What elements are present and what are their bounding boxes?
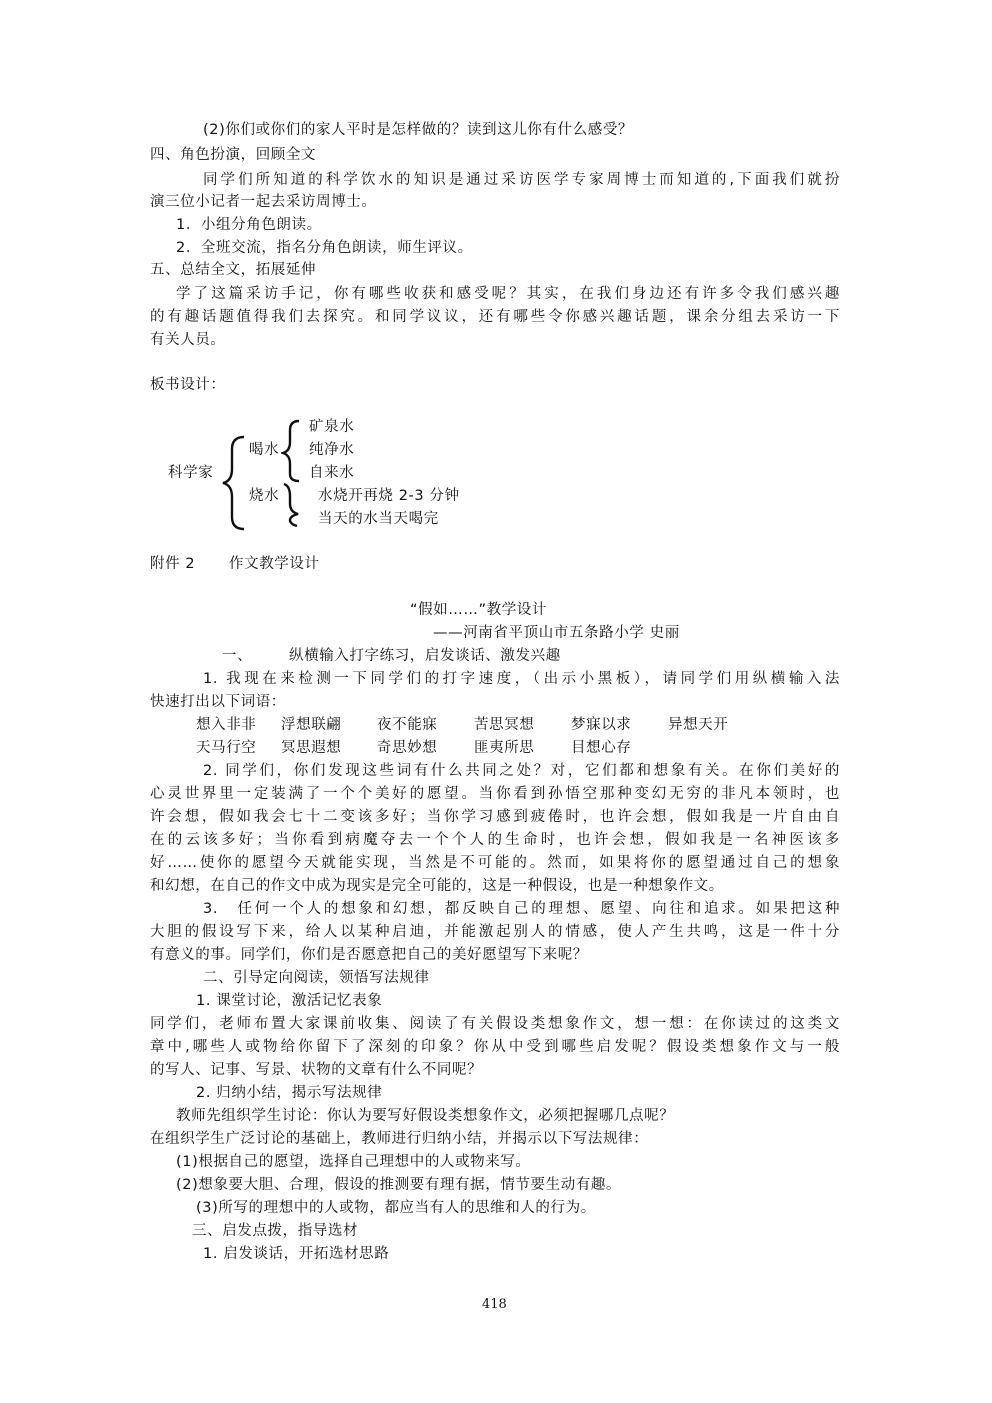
word-item: 匪夷所思 bbox=[474, 740, 535, 756]
word-item: 梦寐以求 bbox=[571, 717, 632, 733]
board-brace-drink bbox=[281, 418, 303, 484]
part-1-item-1-line: 1. 我现在来检测一下同学们的打字速度，（出示小黑板），请同学们用纵横输入法 bbox=[203, 671, 840, 687]
board-leaf-mineral-water: 矿泉水 bbox=[309, 419, 355, 435]
part-1-item-2-line: 许会想，假如我会七十二变该多好；当你学习感到疲倦时，也许会想，假如我是一片自由自 bbox=[150, 809, 840, 825]
part-2-paragraph-line: 的写人、记事、写景、状物的文章有什么不同呢？ bbox=[150, 1062, 483, 1078]
word-item: 苦思冥想 bbox=[474, 717, 535, 733]
part-2-teacher-question: 教师先组织学生讨论：你认为要写好假设类想象作文，必须把握哪几点呢？ bbox=[176, 1108, 675, 1124]
part-1-item-2-line: 在的云该多好；当你看到病魔夺去一个个人的生命时，也许会想，假如我是一名神医该多 bbox=[150, 832, 840, 848]
part-1-heading: 纵横输入打字练习，启发谈话、激发兴趣 bbox=[289, 648, 561, 664]
word-item: 浮想联翩 bbox=[281, 717, 342, 733]
board-branch-boil: 烧水 bbox=[249, 488, 280, 504]
board-brace-main bbox=[220, 433, 250, 533]
section-4-item-1: 1．小组分角色朗读。 bbox=[176, 217, 322, 233]
section-4-paragraph-line: 演三位小记者一起去采访周博士。 bbox=[150, 194, 377, 210]
part-3-heading: 三、启发点拨，指导选材 bbox=[192, 1223, 359, 1239]
part-1-item-3-line: 大胆的假设写下来，给人以某种启迪，并能激起别人的情感，使人产生共鸣，这是一件十分 bbox=[150, 924, 840, 940]
part-2-item-1: 1. 课堂讨论，激活记忆表象 bbox=[196, 993, 383, 1009]
section-4-heading: 四、角色扮演，回顾全文 bbox=[150, 147, 317, 163]
section-5-heading: 五、总结全文，拓展延伸 bbox=[150, 262, 317, 278]
part-2-paragraph-line: 章中,哪些人或物给你留下了深刻的印象？你从中受到哪些启发呢？假设类想象作文与一般 bbox=[150, 1039, 840, 1055]
part-2-item-2: 2. 归纳小结，揭示写法规律 bbox=[196, 1085, 383, 1101]
word-item: 奇思妙想 bbox=[377, 740, 438, 756]
board-root-scientist: 科学家 bbox=[168, 465, 214, 481]
board-design-label: 板书设计： bbox=[150, 377, 226, 393]
rule-2: (2)想象要大胆、合理，假设的推测要有理有据，情节要生动有趣。 bbox=[176, 1177, 622, 1193]
part-1-item-3-line: 有意义的事。同学们，你们是否愿意把自己的美好愿望写下来呢？ bbox=[150, 947, 588, 963]
word-item: 夜不能寐 bbox=[377, 717, 438, 733]
part-1-item-2-line: 心灵世界里一定装满了一个个美好的愿望。当你看到孙悟空那种变幻无穷的非凡本领时，也 bbox=[150, 786, 840, 802]
board-leaf-purified-water: 纯净水 bbox=[309, 442, 355, 458]
word-item: 异想天开 bbox=[668, 717, 729, 733]
board-brace-boil bbox=[281, 482, 303, 528]
part-1-item-2-line: 2. 同学们，你们发现这些词有什么共同之处？对，它们都和想象有关。在你们美好的 bbox=[203, 763, 840, 779]
lesson-author: ——河南省平顶山市五条路小学 史丽 bbox=[433, 625, 680, 641]
question-2: (2)你们或你们的家人平时是怎样做的？读到这儿你有什么感受？ bbox=[203, 122, 634, 138]
part-1-item-1-line: 快速打出以下词语： bbox=[150, 694, 286, 710]
part-1-item-2-line: 和幻想，在自己的作文中成为现实是完全可能的，这是一种假设，也是一种想象作文。 bbox=[150, 878, 724, 894]
word-item: 冥思遐想 bbox=[281, 740, 342, 756]
part-1-item-2-line: 好……使你的愿望今天就能实现，当然是不可能的。然而，如果将你的愿望通过自己的想象 bbox=[150, 855, 840, 871]
part-1-number: 一、 bbox=[222, 648, 253, 664]
rule-1: (1)根据自己的愿望，选择自己理想中的人或物来写。 bbox=[176, 1154, 531, 1170]
section-4-item-2: 2．全班交流，指名分角色朗读，师生评议。 bbox=[176, 240, 473, 256]
attachment-label: 附件 2 bbox=[150, 556, 196, 572]
part-2-summary: 在组织学生广泛讨论的基础上，教师进行归纳小结，并揭示以下写法规律： bbox=[150, 1131, 649, 1147]
board-leaf-tap-water: 自来水 bbox=[309, 465, 355, 481]
board-leaf-boil-again: 水烧开再烧 2-3 分钟 bbox=[318, 488, 460, 504]
board-branch-drink: 喝水 bbox=[249, 442, 280, 458]
page-number: 418 bbox=[482, 1297, 507, 1312]
word-item: 天马行空 bbox=[196, 740, 257, 756]
section-5-paragraph-line: 学了这篇采访手记，你有哪些收获和感受呢？其实，在我们身边还有许多令我们感兴趣 bbox=[176, 286, 840, 302]
word-item: 想入非非 bbox=[196, 717, 257, 733]
part-1-item-3-line: 3. 任何一个人的想象和幻想，都反映自己的理想、愿望、向往和追求。如果把这种 bbox=[203, 901, 840, 917]
section-4-paragraph-line: 同学们所知道的科学饮水的知识是通过采访医学专家周博士而知道的,下面我们就扮 bbox=[203, 172, 840, 188]
word-item: 目想心存 bbox=[571, 740, 632, 756]
board-leaf-same-day: 当天的水当天喝完 bbox=[318, 511, 439, 527]
part-2-paragraph-line: 同学们，老师布置大家课前收集、阅读了有关假设类想象作文，想一想：在你读过的这类文 bbox=[150, 1016, 840, 1032]
lesson-title: “假如……”教学设计 bbox=[410, 602, 548, 618]
rule-3: (3)所写的理想中的人或物，都应当有人的思维和人的行为。 bbox=[196, 1200, 596, 1216]
part-3-item-1: 1. 启发谈话，开拓选材思路 bbox=[203, 1246, 390, 1262]
section-5-paragraph-line: 有关人员。 bbox=[150, 332, 226, 348]
attachment-name: 作文教学设计 bbox=[229, 556, 320, 572]
section-5-paragraph-line: 的有趣话题值得我们去探究。和同学议议，还有哪些令你感兴趣话题，课余分组去采访一下 bbox=[150, 309, 840, 325]
part-2-heading: 二、引导定向阅读，领悟写法规律 bbox=[203, 970, 430, 986]
